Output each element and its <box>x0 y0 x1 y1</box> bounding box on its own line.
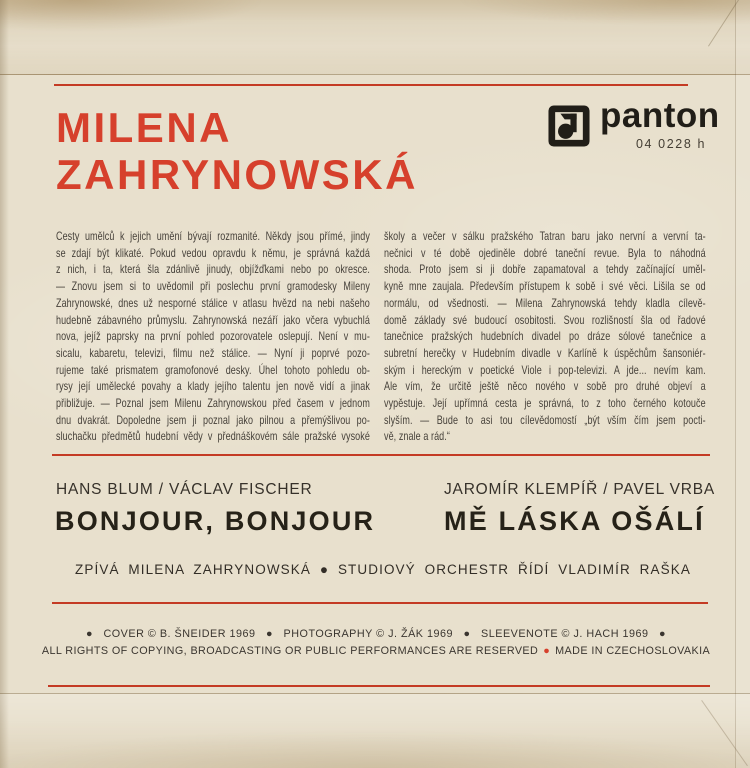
liner-notes-text-line: — Znovu jsem si to uvědomil při poslechu první gramodesky Mileny <box>56 280 370 294</box>
liner-notes-text-line: vypěstuje. Její upřímná cesta je správná, to z toho černého kotouče <box>384 397 706 411</box>
made-in-text: MADE IN CZECHOSLOVAKIA <box>555 645 711 657</box>
track-a-writers: HANS BLUM / VÁCLAV FISCHER <box>56 481 313 498</box>
top-fold-flap <box>0 0 750 75</box>
liner-notes-text-line: sicalu, kabaretu, televizi, filmu než stálice. — Nyní ji poprvé pozo- <box>56 346 370 360</box>
liner-notes-text-line: školy a večer v sálku pražského Tatran baru jako nervní a vervní ta- <box>384 230 706 243</box>
label-name: panton <box>600 96 720 135</box>
credits-line2-text: ALL RIGHTS OF COPYING, BROADCASTING OR PUBLIC PERFORMANCES ARE RESERVED <box>41 645 539 657</box>
liner-notes-text-line: domě základy své budoucí osobitosti. Svou rozlišností šla od řadové <box>384 313 706 327</box>
performers-line: ZPÍVÁ MILENA ZAHRYNOWSKÁ ● STUDIOVÝ ORCHESTR ŘÍDÍ VLADIMÍR RAŠKA <box>75 562 691 577</box>
liner-notes-text-line: Ale vím, že určitě ještě něco nového v sobě pro druhé objeví a <box>384 380 706 394</box>
artist-name-title <box>56 104 418 198</box>
liner-notes-text-line: tanečnice pražských hudebních divadel po dráze sólové tanečnice a <box>384 330 706 344</box>
track-a-title: BONJOUR, BONJOUR <box>55 506 376 536</box>
liner-notes-text-line: nova, jejíž paprsky na první pohled pozorovatele oslepují. Není v mu- <box>56 330 370 344</box>
liner-notes-text-line: nečnici v té době ojediněle dobré taneční revue. Byla to náhodná <box>384 246 706 260</box>
liner-notes-text-line: slyším. — Bude to asi tou cílevědomostí „být vším čím jsem pocti- <box>384 413 706 427</box>
credits-line2 <box>38 645 714 658</box>
record-label-block <box>548 96 720 163</box>
liner-notes-text-line: sluchačku předmětů hudební vědy v přednáškovém sále pražské vysoké <box>56 430 370 444</box>
liner-notes-text-line: Zahrynowské, dnes už nesporné stálice v atlasu hvězd na nebi našeho <box>56 296 370 310</box>
catalog-number: 04 0228 h <box>636 137 707 151</box>
liner-notes-text-line: Cesty umělců k jejich umění bývají rozmanité. Někdy jsou přímé, jindy <box>56 230 370 243</box>
liner-notes-text-line: rujeme také prismatem gramofonové desky. Úhel tohoto pohledu ob- <box>56 363 370 377</box>
track-b-title: MĚ LÁSKA OŠÁLÍ <box>444 506 705 536</box>
liner-notes-column-right <box>384 229 706 446</box>
red-rule-middle <box>52 454 710 456</box>
liner-notes-text-line: subretní herečky v Hudebním divadle v Karlíně k úspěchům šansoniér- <box>384 346 706 360</box>
artist-name-line1: MILENA <box>56 104 232 151</box>
liner-notes-text-line: se zdají být klikaté. Pokud vedou opravdu k němu, je správná každá <box>56 246 370 260</box>
red-bullet-icon: ● <box>543 645 551 657</box>
credits-line1: ● COVER © B. ŠNEIDER 1969 ● PHOTOGRAPHY © J. ŽÁK 1969 ● SLEEVENOTE © J. HACH 1969 ● <box>85 628 667 640</box>
credits-block <box>38 628 714 658</box>
liner-notes-text-line: rysy její umělecké povahy a klady jejího talentu jen nově vidí a jinak <box>56 380 370 394</box>
red-rule-top <box>54 84 688 86</box>
red-rule-bottom <box>48 685 710 687</box>
panton-d-note-logo-icon <box>548 105 590 147</box>
left-edge-shadow <box>0 0 9 768</box>
liner-notes-text-line: přibližuje. — Poznal jsem Milenu Zahrynowskou před časem v jednom <box>56 397 370 411</box>
liner-notes-column-left <box>56 229 370 446</box>
artist-name-line2: ZAHRYNOWSKÁ <box>56 151 418 198</box>
liner-notes-text-line: normálu, od všednosti. — Milena Zahrynowská tehdy kladla cílevě- <box>384 296 706 310</box>
liner-notes-text-line: ským i hereckým v poetické Viole i pop-televizi. A jde... nevím kam. <box>384 363 706 377</box>
right-edge-highlight <box>736 0 750 768</box>
liner-notes-text-line: hudebně zábavného průmyslu. Zahrynowská nezáří jako včera vybuchlá <box>56 313 370 327</box>
liner-notes-text-line: z nich, i ta, která šla zdánlivě jinudy, objížďkami nebo po okresce. <box>56 263 370 277</box>
liner-notes-text-line: shoda. Proto jsem si ji dobře zapamatoval a tehdy začínající uměl- <box>384 263 706 277</box>
track-b-writers: JAROMÍR KLEMPÍŘ / PAVEL VRBA <box>444 481 716 498</box>
bottom-fold-flap <box>0 693 750 768</box>
liner-notes-text-line: dnu dvakrát. Dopoledne jsem ji poznal jako pilnou a přemýšlivou po- <box>56 413 370 427</box>
liner-notes-text-line: vě, znale a rád.“ <box>384 430 450 444</box>
red-rule-lower <box>52 602 708 604</box>
liner-notes-text-line: kyně mne zaujala. Především přístupem k sobě i své věci. Lišila se od <box>384 280 706 294</box>
